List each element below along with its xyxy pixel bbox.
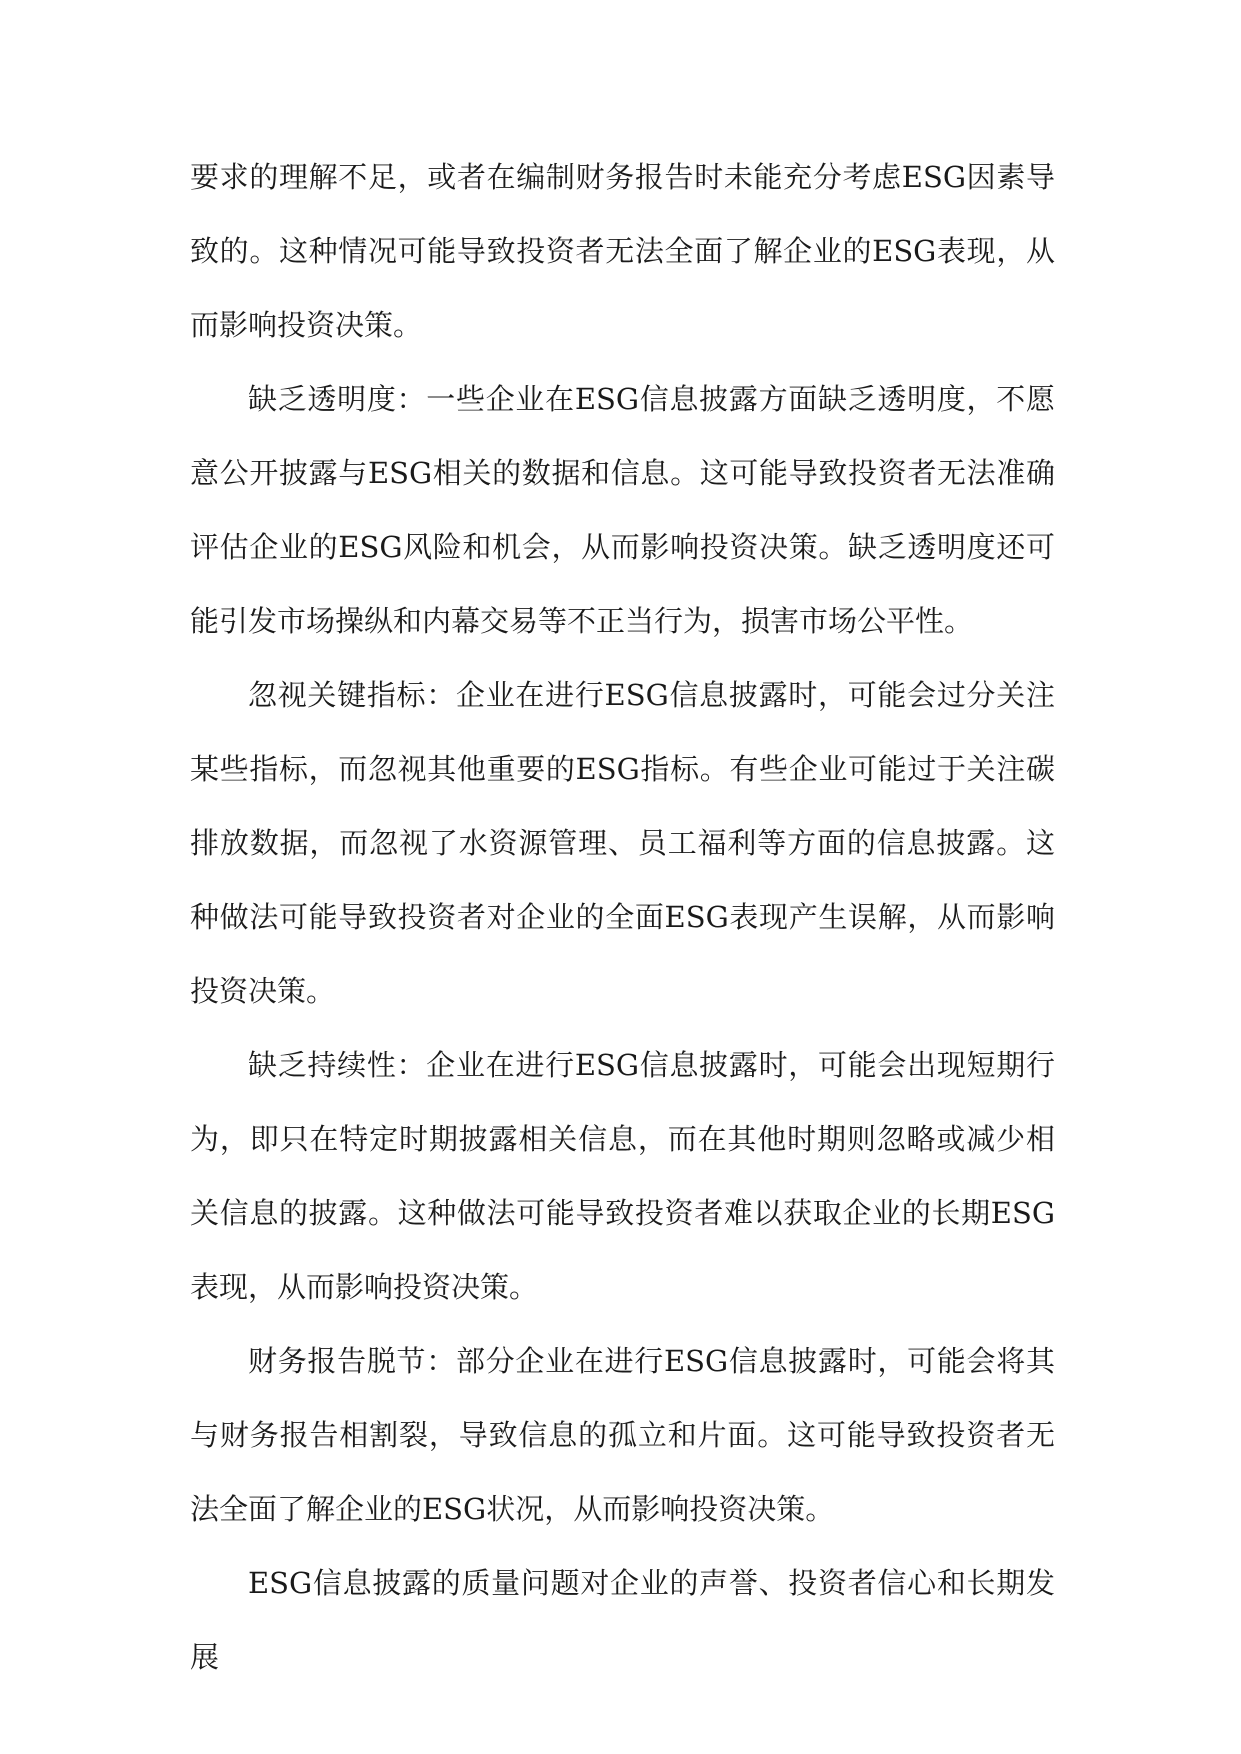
paragraph-continuation: 要求的理解不足，或者在编制财务报告时未能充分考虑ESG因素导致的。这种情况可能导致投资者无法全面了解企业的ESG表现，从而影响投资决策。	[190, 160, 1055, 342]
paragraph-ignoring-key-indicators: 忽视关键指标：企业在进行ESG信息披露时，可能会过分关注某些指标，而忽视其他重要的ESG指标。有些企业可能过于关注碳排放数据，而忽视了水资源管理、员工福利等方面的信息披露。这种做法可能导致投资者对企业的全面ESG表现产生误解，从而影响投资决策。	[190, 678, 1055, 1008]
paragraph-quality-issues: ESG信息披露的质量问题对企业的声誉、投资者信心和长期发展	[190, 1566, 1055, 1674]
paragraph-lack-of-continuity: 缺乏持续性：企业在进行ESG信息披露时，可能会出现短期行为，即只在特定时期披露相关信息，而在其他时期则忽略或减少相关信息的披露。这种做法可能导致投资者难以获取企业的长期ESG表现，从而影响投资决策。	[190, 1048, 1055, 1304]
document-body	[190, 140, 1055, 1694]
paragraph-financial-report-disconnect: 财务报告脱节：部分企业在进行ESG信息披露时，可能会将其与财务报告相割裂，导致信息的孤立和片面。这可能导致投资者无法全面了解企业的ESG状况，从而影响投资决策。	[190, 1344, 1055, 1526]
paragraph-lack-of-transparency: 缺乏透明度：一些企业在ESG信息披露方面缺乏透明度，不愿意公开披露与ESG相关的数据和信息。这可能导致投资者无法准确评估企业的ESG风险和机会，从而影响投资决策。缺乏透明度还可能引发市场操纵和内幕交易等不正当行为，损害市场公平性。	[190, 382, 1055, 638]
